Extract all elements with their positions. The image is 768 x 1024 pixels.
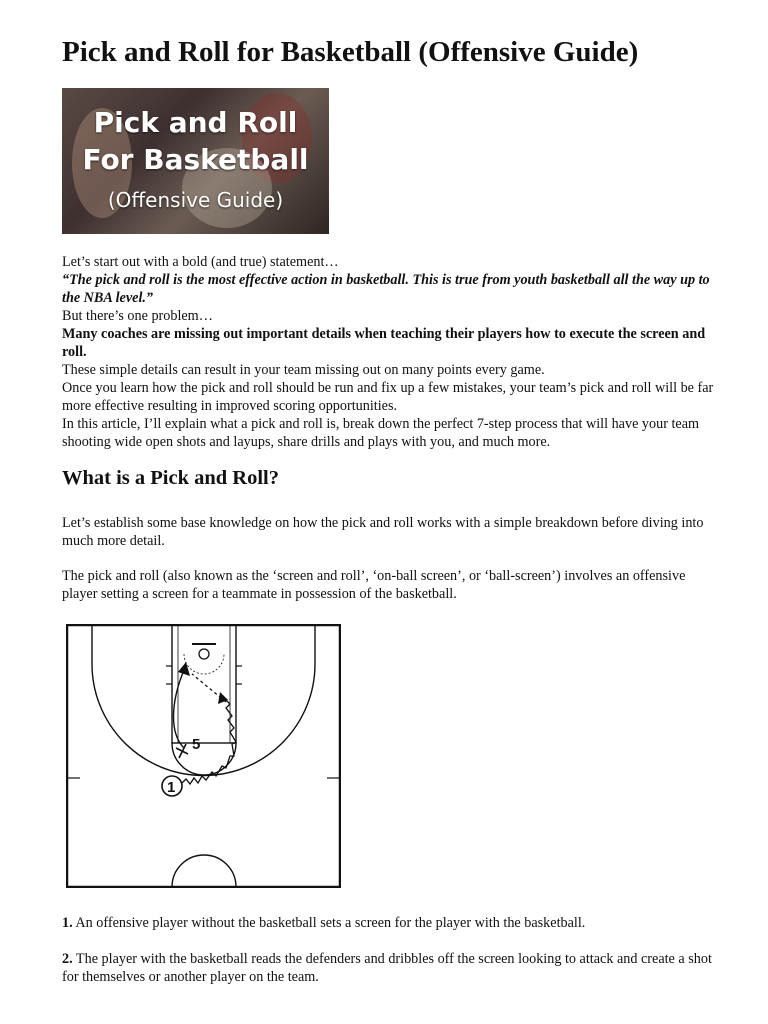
intro-effective: Once you learn how the pick and roll should be run and fix up a few mistakes, your team’s pick and roll will be far more effective resulting in improved scoring opportunities.	[62, 380, 714, 414]
hero-line-2: For Basketball	[82, 143, 309, 176]
intro-problem: But there’s one problem…	[62, 308, 213, 324]
intro-quote: “The pick and roll is the most effective action in basketball. This is true from youth basketball all the way up to the NBA level.”	[62, 272, 710, 306]
section-para-2: The pick and roll (also known as the ‘screen and roll’, ‘on-ball screen’, or ‘ball-screen’) involves an offensive player setting a screen for a teammate in possession of the basketball.	[62, 568, 686, 602]
hero-line-1: Pick and Roll	[93, 106, 298, 139]
step-1-number: 1.	[62, 915, 73, 931]
section-para-1: Let’s establish some base knowledge on how the pick and roll works with a simple breakdown before diving into much more detail.	[62, 515, 704, 549]
step-2-text: The player with the basketball reads the defenders and dribbles off the screen looking to attack and create a shot for themselves or another player on the team.	[62, 951, 712, 985]
step-2-number: 2.	[62, 951, 73, 967]
player-5-label: 5	[192, 736, 201, 753]
step-1	[62, 914, 724, 932]
section-heading: What is a Pick and Roll?	[62, 467, 279, 489]
hero-image	[62, 88, 329, 234]
intro-detail: These simple details can result in your team missing out on many points every game.	[62, 362, 545, 378]
page-title: Pick and Roll for Basketball (Offensive Guide)	[62, 36, 639, 68]
player-1-label: 1	[167, 779, 176, 796]
step-1-text: An offensive player without the basketball sets a screen for the player with the basketball.	[72, 915, 586, 931]
intro-statement: Let’s start out with a bold (and true) statement…	[62, 254, 339, 270]
intro-article: In this article, I’ll explain what a pick and roll is, break down the perfect 7-step process that will have your team shooting wide open shots and layups, share drills and plays with you, and much more.	[62, 416, 700, 450]
intro-bold-claim: Many coaches are missing out important details when teaching their players how to execute the screen and roll.	[62, 326, 706, 360]
court-boundary	[67, 625, 340, 887]
court-diagram	[66, 624, 341, 888]
hero-line-3: (Offensive Guide)	[107, 188, 284, 212]
step-2	[62, 950, 724, 986]
